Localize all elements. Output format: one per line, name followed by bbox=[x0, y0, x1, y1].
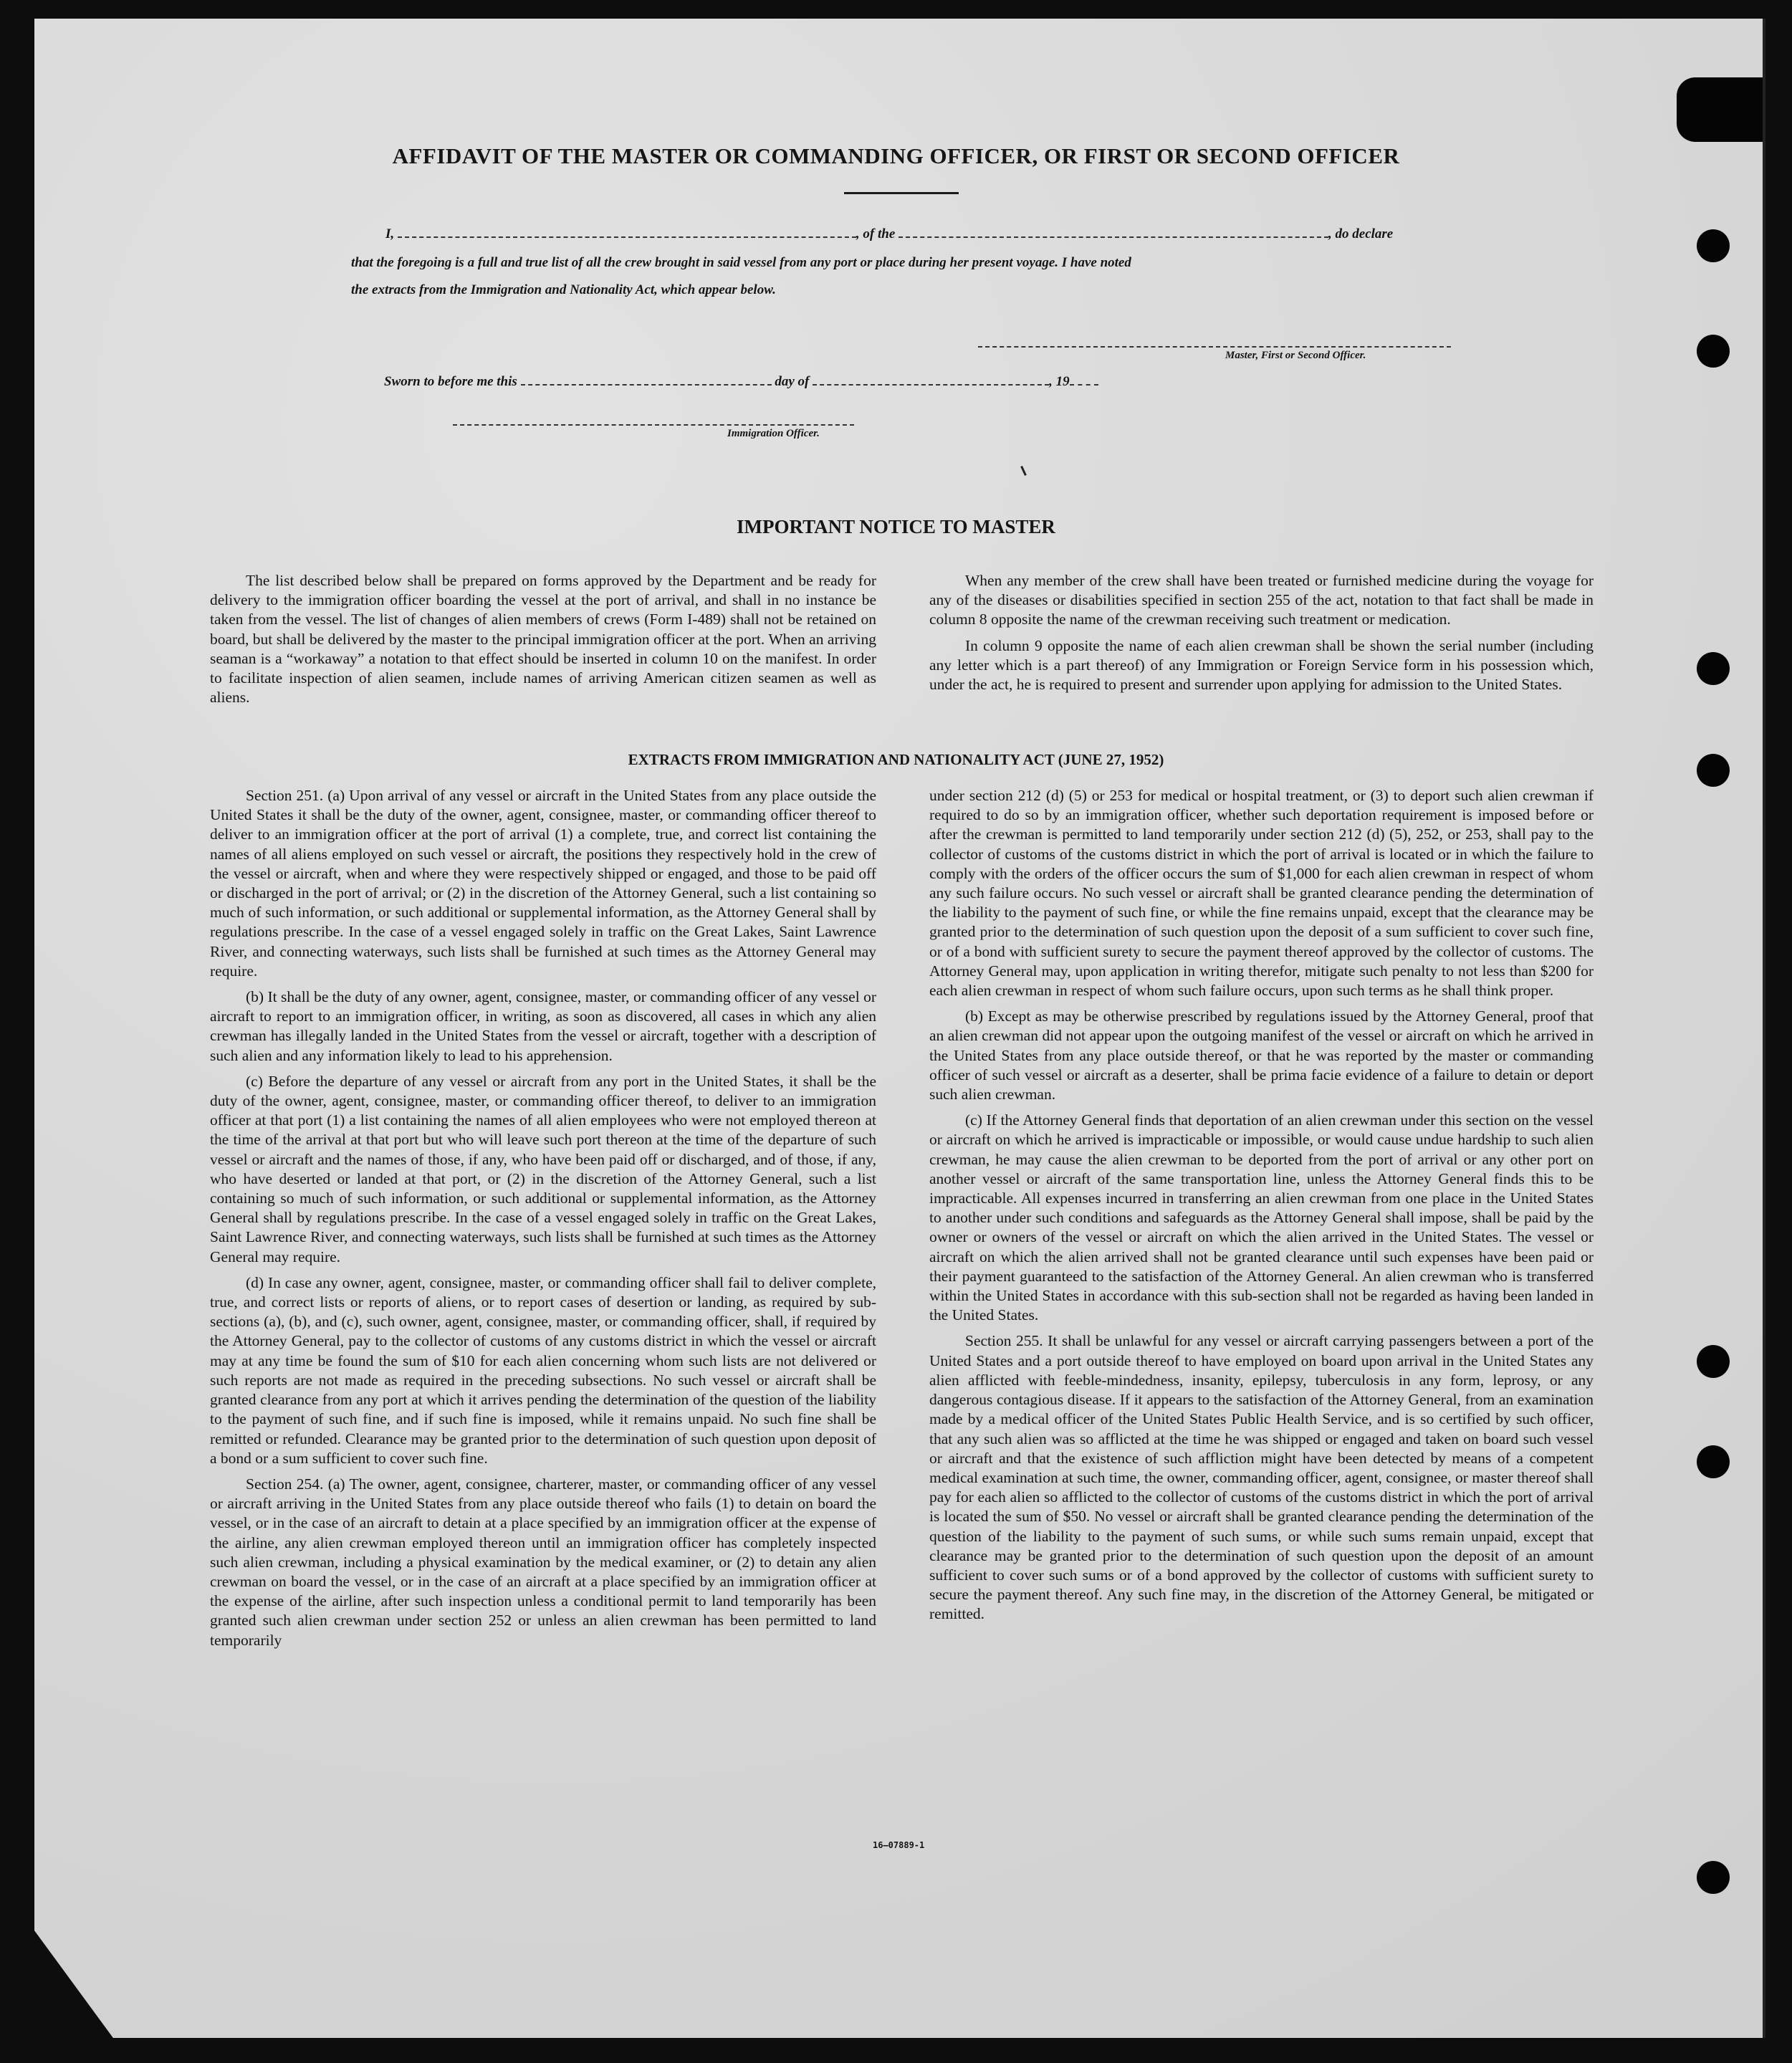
year-label: , 19 bbox=[1049, 374, 1070, 389]
section-251b-paragraph: (b) It shall be the duty of any owner, agent, consignee, master, or commanding officer of any vessel or aircraft to report to an immigration officer, in writing, as soon as discovered, all cases in which any alien crewman has illegally landed in the United States from the vessel or aircraft, together with a description of such alien and any information likely to lead to his apprehension. bbox=[210, 988, 876, 1064]
master-signature-caption: Master, First or Second Officer. bbox=[1225, 350, 1366, 361]
declaration-line-3: the extracts from the Immigration and Nationality Act, which appear below. bbox=[351, 282, 776, 297]
section-255-paragraph: Section 255. It shall be unlawful for any vessel or aircraft carrying passengers between a port of the United States and a port outside thereof to have employed on board upon arrival in the United States any alien afflicted with feeble-mindedness, insanity, epilepsy, tuberculosis in any form, leprosy, or any dangerous contagious disease. If it appears to the satisfaction of the Attorney General, from an examination made by a medical officer of the United States Public Health Service, and is so certified by such officer, that any such alien was so afflicted at the time he was shipped or engaged and taken on board such vessel or aircraft and that the existence of such affliction might have been detected by means of a competent medical examination at such time, the owner, commanding officer, agent, consignee, or master thereof shall pay for each alien so afflicted to the collector of customs of the customs district in which the port of arrival is located the sum of $50. No vessel or aircraft shall be granted clearance pending the determination of the question of the liability to the payment of such sums, or while such sums remain unpaid, except that clearance may be granted prior to the determination of such question upon the deposit of an amount sufficient to cover such sums or of a bond approved by the collector of customs with sufficient surety to secure the payment thereof. Any such fine may, in the discretion of the Attorney General, be mitigated or remitted. bbox=[929, 1332, 1594, 1623]
affidavit-title: AFFIDAVIT OF THE MASTER OR COMMANDING OFFICER, OR FIRST OR SECOND OFFICER bbox=[392, 143, 1400, 168]
notice-left-column bbox=[210, 571, 876, 714]
vessel-name-blank[interactable] bbox=[899, 226, 1328, 238]
notice-paragraph: In column 9 opposite the name of each alien crewman shall be shown the serial number (including any letter which is a part thereof) of any Immigration or Foreign Service form in his possession which, under the act, he is required to present and surrender upon applying for admission to the United States. bbox=[929, 636, 1594, 694]
officer-signature-line[interactable] bbox=[453, 424, 854, 426]
section-254b-paragraph: (b) Except as may be otherwise prescribed by regulations issued by the Attorney General, proof that an alien crewman did not appear upon the outgoing manifest of the vessel or aircraft on which he arrived in the United States from any place outside thereof, or that he was reported by the master or commanding officer of such vessel or aircraft as a deserter, shall be prima facie evidence of a failure to detain or deport such alien crewman. bbox=[929, 1007, 1594, 1104]
section-254a-paragraph: Section 254. (a) The owner, agent, consignee, charterer, master, or commanding officer of any vessel or aircraft arriving in the United States from any place outside thereof who fails (1) to detain on board the vessel, or in the case of an aircraft to detain at a place specified by an immigration officer at the expense of the airline, any alien crewman employed thereon until an immigration officer has completely inspected such alien crewman, including a physical examination by the medical examiner, or (2) to detain any alien crewman on board the vessel, or in the case of an aircraft at a place specified by an immigration officer at the expense of the airline, after such inspection unless a conditional permit to land temporarily has been granted such alien crewman under section 252 or unless an alien crewman has been permitted to land temporarily bbox=[210, 1475, 876, 1649]
section-251c-paragraph: (c) Before the departure of any vessel or aircraft from any port in the United States, it shall be the duty of the owner, agent, consignee, master, or commanding officer thereof, to deliver to an immigration officer at that port (1) a list containing the names of all alien employees who were not employed thereon at the time of the arrival at that port but who will leave such port thereon at the time of the departure of such vessel or aircraft and the names of those, if any, who have been paid off or discharged, and of those, if any, who have deserted or landed at that port, or (2) in the discretion of the Attorney General, such a list containing so much of such information, or such additional or supplemental information, as the Attorney General shall by regulations prescribe. In the case of a vessel engaged solely in traffic on the Great Lakes, Saint Lawrence River, and connecting waterways, such lists shall be furnished at such times as the Attorney General may require. bbox=[210, 1072, 876, 1265]
vessel-label: , of the bbox=[856, 226, 896, 241]
section-254a-continued: under section 212 (d) (5) or 253 for medical or hospital treatment, or (3) to deport such alien crewman if required to do so by an immigration officer, whether such deportation requirement is imposed before or after the crewman is permitted to land temporarily under section 212 (d) (5), 252, or 253, shall pay to the collector of customs of the customs district in which the port of arrival is located or in which the failure to comply with the orders of the officer occurs the sum of $1,000 for each alien crewman in respect of whom any such failure occurs. No such vessel or aircraft shall be granted clearance pending the determination of the liability to the payment of such fine, or while the fine remains unpaid, except that the clearance may be granted prior to the determination of such question upon the deposit of a sum sufficient to cover such fine, or of a bond with sufficient surety to secure the payment thereof approved by the collector of customs. The Attorney General may, upon application in writing therefor, mitigate such penalty to not less than $200 for each alien crewman in respect of whom such failure occurs, upon such terms as he shall think proper. bbox=[929, 787, 1594, 1000]
section-254c-paragraph: (c) If the Attorney General finds that deportation of an alien crewman under this section on the vessel or aircraft on which he arrived is impracticable or impossible, or would cause undue hardship to such alien crewman, he may cause the alien crewman to be deported from the port of arrival or any other port on another vessel or aircraft of the same transportation line, unless the Attorney General finds this to be impracticable. All expenses incurred in transferring an alien crewman from one place in the United States to another under such conditions and safeguards as the Attorney General shall impose, shall be paid by the owner or owners of the vessel or aircraft on which the alien arrived in the United States. The vessel or aircraft on which the alien arrived shall not be granted clearance until such expenses have been paid or their payment guaranteed to the satisfaction of the Attorney General. An alien crewman who is transferred within the United States in accordance with this sub-section shall not be regarded as having been landed in the United States. bbox=[929, 1111, 1594, 1324]
extracts-right-column bbox=[929, 786, 1594, 1631]
punch-hole bbox=[1697, 1861, 1730, 1894]
section-251d-paragraph: (d) In case any owner, agent, consignee, master, or commanding officer shall fail to deliver complete, true, and correct lists or reports of aliens, or to report cases of desertion or landing, as required by sub-sections (a), (b), and (c), such owner, agent, consignee, master, or commanding officer, shall, if required by the Attorney General, pay to the collector of customs of any customs district in which the vessel or aircraft may at any time be found the sum of $10 for each alien concerning whom such lists are not delivered or such reports are not made as required in the preceding subsections. No such vessel or aircraft shall be granted clearance from any port at which it arrives pending the determination of the question of the liability to the payment of such fine, and if such fine is imposed, while it remains unpaid. No such fine shall be remitted or refunded. Clearance may be granted prior to the determination of such question upon deposit of a bond or a sum sufficient to cover such fine. bbox=[210, 1273, 876, 1467]
notice-paragraph: When any member of the crew shall have been treated or furnished medicine during the voyage for any of the diseases or disabilities specified in section 255 of the act, notation to that fact shall be made in column 8 opposite the name of the crewman receiving such treatment or medication. bbox=[929, 572, 1594, 628]
sworn-year-blank[interactable] bbox=[1070, 374, 1098, 386]
extracts-title: EXTRACTS FROM IMMIGRATION AND NATIONALITY ACT (JUNE 27, 1952) bbox=[628, 751, 1164, 768]
notice-paragraph: The list described below shall be prepared on forms approved by the Department and be ready for delivery to the immigration officer boarding the vessel at the port of arrival, and shall in no instance be taken from the vessel. The list of changes of alien members of crews (Form I-489) shall not be retained on board, but shall be delivered by the master to the principal immigration officer at the port. When an arriving seaman is a “workaway” a notation to that effect should be inserted in column 10 on the manifest. In order to facilitate inspection of alien seamen, include names of arriving American citizen seamen as well as aliens. bbox=[210, 572, 876, 707]
punch-hole bbox=[1697, 652, 1730, 685]
declarant-name-blank[interactable] bbox=[398, 226, 856, 238]
officer-signature-caption: Immigration Officer. bbox=[727, 428, 820, 439]
notice-right-column bbox=[929, 571, 1594, 701]
declaration-line-1 bbox=[385, 226, 1393, 242]
punch-hole bbox=[1697, 335, 1730, 368]
sworn-day-blank[interactable] bbox=[521, 374, 772, 386]
master-signature-line[interactable] bbox=[978, 346, 1451, 348]
declaration-line-2: that the foregoing is a full and true list of all the crew brought in said vessel from any port or place during her present voyage. I have noted bbox=[351, 255, 1131, 270]
punch-hole bbox=[1697, 229, 1730, 262]
day-of-label: day of bbox=[775, 374, 810, 389]
declare-label: , do declare bbox=[1328, 226, 1394, 241]
punch-hole bbox=[1697, 1345, 1730, 1378]
sworn-label: Sworn to before me this bbox=[384, 374, 517, 389]
extracts-left-column bbox=[210, 786, 876, 1657]
form-code: 16—07889-1 bbox=[873, 1840, 925, 1850]
section-251a-paragraph: Section 251. (a) Upon arrival of any vessel or aircraft in the United States from any place outside the United States it shall be the duty of the owner, agent, consignee, master, or commanding officer thereof to deliver to an immigration officer at the port of arrival (1) a complete, true, and correct list containing the names of all aliens employed on such vessel or aircraft, the positions they respectively hold in the crew of the vessel or aircraft, when and where they were respectively shipped or engaged, and those to be paid off or discharged in the port of arrival; or (2) in the discretion of the Attorney General, such a list containing so much of such information, or such additional or supplemental information, as the Attorney General shall by regulations prescribe. In the case of a vessel engaged solely in traffic on the Great Lakes, Saint Lawrence River, and connecting waterways, such lists shall be furnished at such times as the Attorney General may require. bbox=[210, 787, 876, 980]
sworn-line bbox=[384, 374, 1098, 390]
binder-tab bbox=[1677, 77, 1763, 142]
declarant-label: I, bbox=[385, 226, 395, 241]
notice-title: IMPORTANT NOTICE TO MASTER bbox=[737, 516, 1055, 537]
title-rule bbox=[844, 192, 959, 194]
sworn-month-blank[interactable] bbox=[813, 374, 1049, 386]
punch-hole bbox=[1697, 1445, 1730, 1478]
